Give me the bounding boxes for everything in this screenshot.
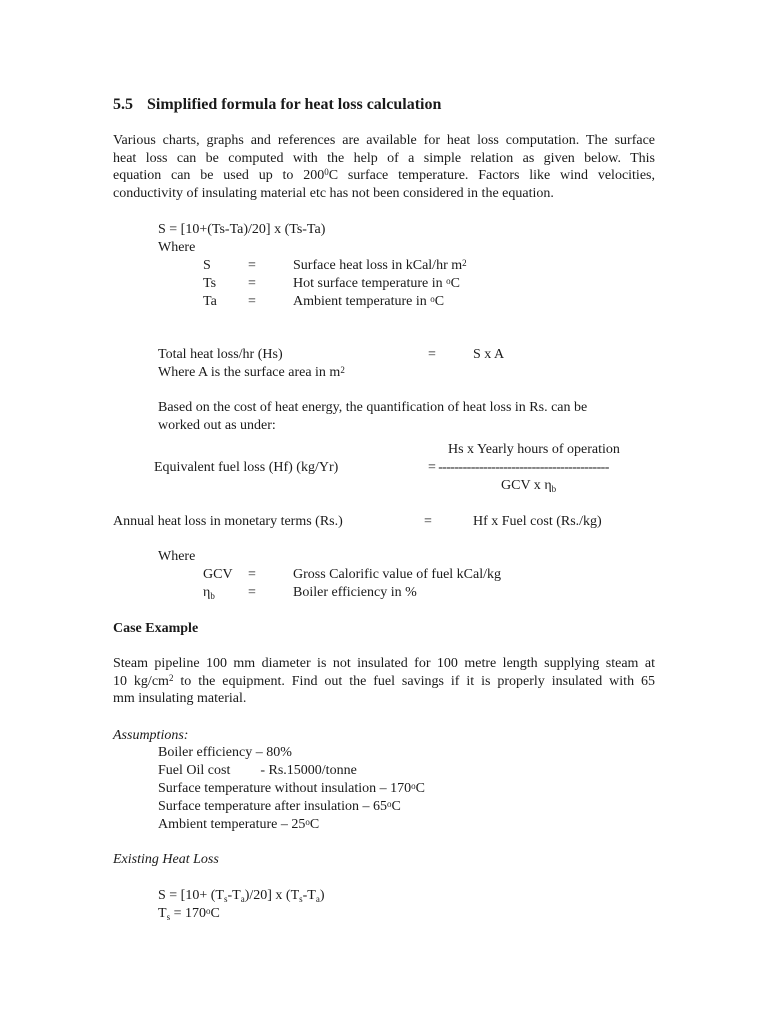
def-description: Gross Calorific value of fuel kCal/kg [293, 567, 502, 582]
fuel-loss-numerator: Hs x Yearly hours of operation [448, 442, 620, 457]
existing-heat-loss-heading: Existing Heat Loss [113, 852, 219, 867]
intro-line-4: conductivity of insulating material etc has not been considered in the equation. [113, 186, 554, 202]
def-symbol: S [203, 258, 211, 273]
total-value: S x A [473, 347, 505, 362]
assumption-item: Boiler efficiency – 80% [158, 745, 292, 760]
assumption-item: Ambient temperature – 25$^o$C [158, 817, 320, 832]
fuel-loss-denominator: GCV x $\eta_b$ [501, 478, 557, 494]
def-description: Surface heat loss in kCal/hr $m^2$ [293, 258, 467, 273]
annual-heat-loss-label: Annual heat loss in monetary terms (Rs.) [113, 514, 343, 529]
existing-heat-loss-equation: $S = [10+ (T_s-T_a)/20]$ x $(T_s-T_a)$ [158, 888, 325, 904]
intro-line-1: Various charts, graphs and references are available for heat loss computation. The surface [113, 133, 655, 148]
def-description: Ambient temperature in $^o$C [293, 294, 445, 309]
based-line-2: worked out as under: [158, 418, 276, 433]
def-symbol: Ta [203, 294, 217, 309]
def-equals: = [248, 258, 256, 273]
assumption-item: Surface temperature after insulation – 65$^o$C [158, 799, 401, 814]
def-symbol: Ts [203, 276, 217, 291]
def-description: Boiler efficiency in % [293, 585, 417, 600]
annual-equals: = [424, 514, 432, 529]
annual-value: Hf x Fuel cost (Rs./kg) [473, 514, 602, 529]
def-symbol: GCV [203, 567, 233, 582]
where-label: Where [158, 240, 196, 255]
section-number: 5.5 [113, 96, 133, 113]
total-equals: = [428, 347, 436, 362]
total-heat-loss-label: Total heat loss/hr (Hs) [158, 347, 283, 362]
surface-temperature-value: $T_s = 170^oC$ [158, 906, 220, 922]
case-paragraph [113, 655, 655, 708]
def-equals: = [248, 294, 256, 309]
def-equals: = [248, 585, 256, 600]
assumption-item: Surface temperature without insulation – 170$^o$C [158, 781, 425, 796]
def-equals: = [248, 567, 256, 582]
based-line-1: Based on the cost of heat energy, the quantification of heat loss in Rs. can be [158, 400, 588, 415]
assumptions-heading: Assumptions: [113, 728, 189, 743]
assumption-item: Fuel Oil cost - Rs.15000/tonne [158, 763, 357, 778]
fuel-loss-label: Equivalent fuel loss (Hf) (kg/Yr) [154, 460, 339, 475]
case-example-heading: Case Example [113, 621, 199, 636]
surface-area-note: Where A is the surface area in $m^2$ [158, 365, 345, 380]
fuel-loss-fraction-bar: = ------------------------------------------ [428, 460, 609, 475]
case-line-1: Steam pipeline 100 mm diameter is not insulated for 100 metre length supplying steam at [113, 656, 655, 671]
heat-loss-equation: S = [10+(Ts-Ta)/20] x (Ts-Ta) [158, 222, 326, 237]
def-description: Hot surface temperature in $^o$C [293, 276, 460, 291]
case-line-2: 10 $kg/cm^2$ to the equipment. Find out the fuel savings if it is properly insulated with 65 [113, 672, 655, 689]
def-equals: = [248, 276, 256, 291]
intro-paragraph [113, 132, 655, 203]
section-heading [113, 95, 441, 115]
where-label: Where [158, 549, 196, 564]
def-symbol: $\eta_b$ [203, 585, 215, 601]
case-line-3: mm insulating material. [113, 691, 247, 707]
section-title: Simplified formula for heat loss calculation [147, 96, 442, 113]
intro-line-2: heat loss can be computed with the help of a simple relation as given below. This [113, 150, 655, 166]
intro-line-3: equation can be used up to $200^0C$ surface temperature. Factors like wind velocities, [113, 167, 655, 184]
